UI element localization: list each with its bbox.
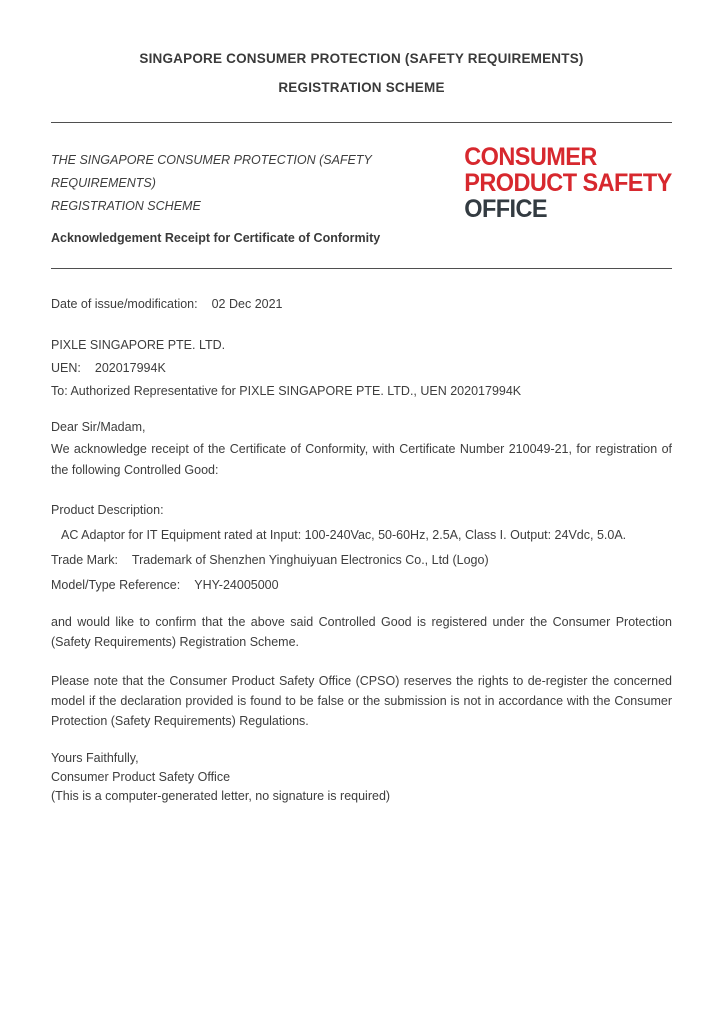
signer: Consumer Product Safety Office: [51, 769, 231, 784]
trade-mark-line: [51, 548, 672, 573]
trade-mark-value: Trademark of Shenzhen Yinghuiyuan Electronics Co., Ltd (Logo): [131, 552, 489, 567]
top-divider: [51, 122, 672, 123]
product-description-label: Product Description:: [51, 502, 164, 517]
addressee-block: [51, 334, 672, 403]
letter-header: [51, 143, 672, 245]
cpso-logo-line2: PRODUCT SAFETY: [464, 169, 672, 197]
product-block: [51, 498, 672, 598]
closing-block: [51, 749, 672, 806]
scheme-block: [51, 149, 451, 245]
scheme-name: [51, 149, 451, 218]
model-reference-value: YHY-24005000: [194, 577, 279, 592]
product-description-value: AC Adaptor for IT Equipment rated at Input: 100-240Vac, 50-60Hz, 2.5A, Class I. Output: 24Vdc, 5.0A.: [61, 527, 627, 542]
note-paragraph: Please note that the Consumer Product Safety Office (CPSO) reserves the rights to de-register the concerned model if the declaration provided is found to be false or the submission is not in accordance with the Consumer Protection (Safety Requirements) Regulations.: [51, 673, 672, 728]
uen-value: 202017994K: [94, 361, 166, 375]
company-name: PIXLE SINGAPORE PTE. LTD.: [51, 338, 226, 352]
trade-mark-label: Trade Mark:: [51, 552, 118, 567]
closing: Yours Faithfully,: [51, 750, 139, 765]
model-reference-line: [51, 573, 672, 598]
issue-date-label: Date of issue/modification:: [51, 297, 198, 311]
uen-line: [51, 357, 672, 380]
document-title: [51, 44, 672, 102]
cpso-logo-line3: OFFICE: [464, 195, 548, 223]
document-title-line2: REGISTRATION SCHEME: [278, 80, 445, 95]
header-divider: [51, 268, 672, 269]
issue-date-line: [51, 294, 672, 314]
confirm-paragraph: and would like to confirm that the above said Controlled Good is registered under the Consumer Protection (Safety Requirements) Registration Scheme.: [51, 614, 672, 649]
to-line: To: Authorized Representative for PIXLE SINGAPORE PTE. LTD., UEN 202017994K: [51, 384, 522, 398]
letter-subject: Acknowledgement Receipt for Certificate of Conformity: [51, 231, 381, 245]
scheme-name-line2: REGISTRATION SCHEME: [51, 199, 201, 213]
issue-date-value: 02 Dec 2021: [211, 297, 283, 311]
document-title-line1: SINGAPORE CONSUMER PROTECTION (SAFETY REQUIREMENTS): [139, 51, 584, 66]
cpso-logo-line1: CONSUMER: [464, 143, 598, 171]
footnote: (This is a computer-generated letter, no signature is required): [51, 788, 391, 803]
model-reference-label: Model/Type Reference:: [51, 577, 181, 592]
uen-label: UEN:: [51, 361, 81, 375]
salutation: Dear Sir/Madam,: [51, 420, 146, 434]
cpso-logo: [464, 144, 672, 222]
scheme-name-line1: THE SINGAPORE CONSUMER PROTECTION (SAFETY REQUIREMENTS): [51, 153, 372, 190]
acknowledge-paragraph: We acknowledge receipt of the Certificate of Conformity, with Certificate Number 210049-21, for registration of the following Controlled Good:: [51, 441, 672, 477]
salutation-block: [51, 417, 672, 482]
